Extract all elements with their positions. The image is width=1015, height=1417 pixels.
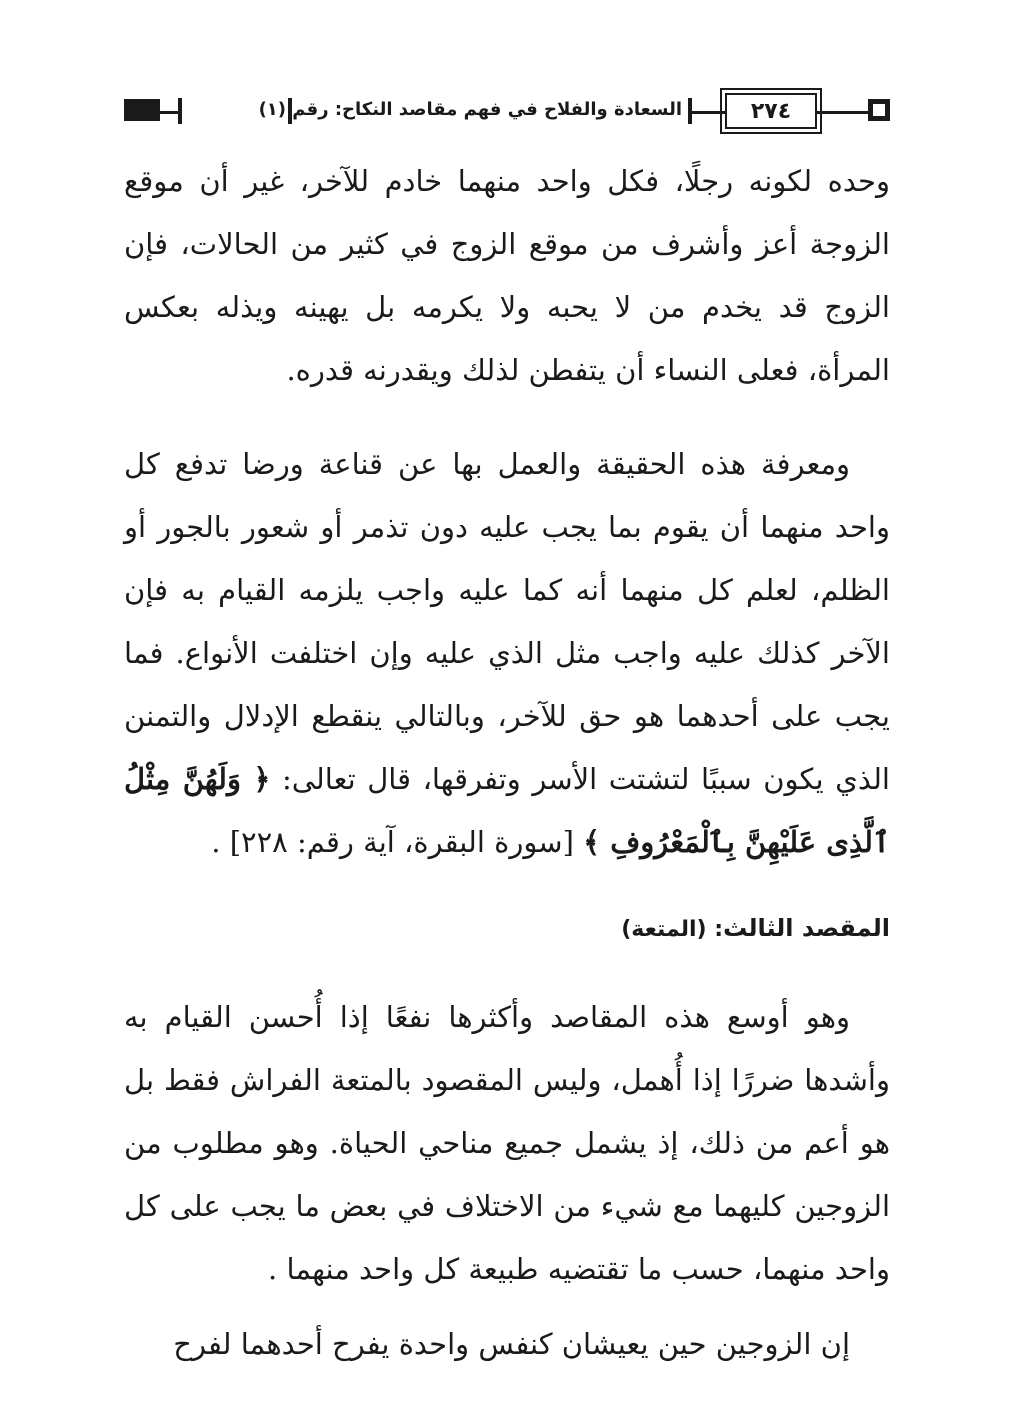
header-ornament-bar	[178, 98, 182, 124]
paragraph: إن الزوجين حين يعيشان كنفس واحدة يفرح أحدهما لفرح	[173, 1327, 850, 1361]
paragraph-text: ومعرفة هذه الحقيقة والعمل بها عن قناعة ورضا تدفع كل واحد منهما أن يقوم بما يجب عليه دون تذمر أو شعور بالجور أو الظلم، لعلم كل منهما أنه كما عليه واجب يلزمه القيام به فإن الآخر كذلك عليه واجب مثل الذي عليه وإن اختلفت الأنواع. فما يجب على أحدهما هو حق للآخر، وبالتالي ينقطع الإدلال والتمنن الذي يكون سببًا لتشتت الأسر وتفرقها، قال تعالى:	[124, 447, 890, 796]
verse-citation: [سورة البقرة، آية رقم: ٢٢٨] .	[211, 825, 584, 859]
header-rule	[692, 111, 725, 114]
paragraph: وحده لكونه رجلًا، فكل واحد منهما خادم للآخر، غير أن موقع الزوجة أعز وأشرف من موقع الزوج في كثير من الحالات، فإن الزوج قد يخدم من لا يحبه ولا يكرمه بل يهينه ويذله بعكس المرأة، فعلى النساء أن يتفطن لذلك ويقدرنه قدره.	[124, 164, 890, 387]
section-heading-main: المقصد الثالث	[723, 914, 890, 942]
header-rule	[160, 111, 180, 114]
header-ornament-square	[868, 99, 890, 121]
section-heading-sub: : (المتعة)	[621, 917, 724, 942]
header-ornament-block	[124, 99, 160, 121]
running-header	[120, 93, 890, 133]
running-title: السعادة والفلاح في فهم مقاصد النكاح: رقم (١)	[258, 99, 682, 120]
page-body	[124, 150, 890, 1376]
paragraph-with-quran-verse	[124, 433, 890, 874]
quran-verse: ﴿ وَلَهُنَّ مِثْلُ ٱلَّذِى عَلَيْهِنَّ بِٱلْمَعْرُوفِ ﴾	[124, 762, 890, 859]
header-rule	[817, 111, 869, 114]
paragraph: وهو أوسع هذه المقاصد وأكثرها نفعًا إذا أُحسن القيام به وأشدها ضررًا إذا أُهمل، وليس المقصود بالمتعة الفراش فقط بل هو أعم من ذلك، إذ يشمل جميع مناحي الحياة. وهو مطلوب من الزوجين كليهما مع شيء من الاختلاف في بعض ما يجب على كل واحد منهما، حسب ما تقتضيه طبيعة كل واحد منهما .	[124, 1000, 890, 1286]
section-heading	[124, 908, 890, 950]
page-number: ٢٧٤	[725, 93, 817, 129]
